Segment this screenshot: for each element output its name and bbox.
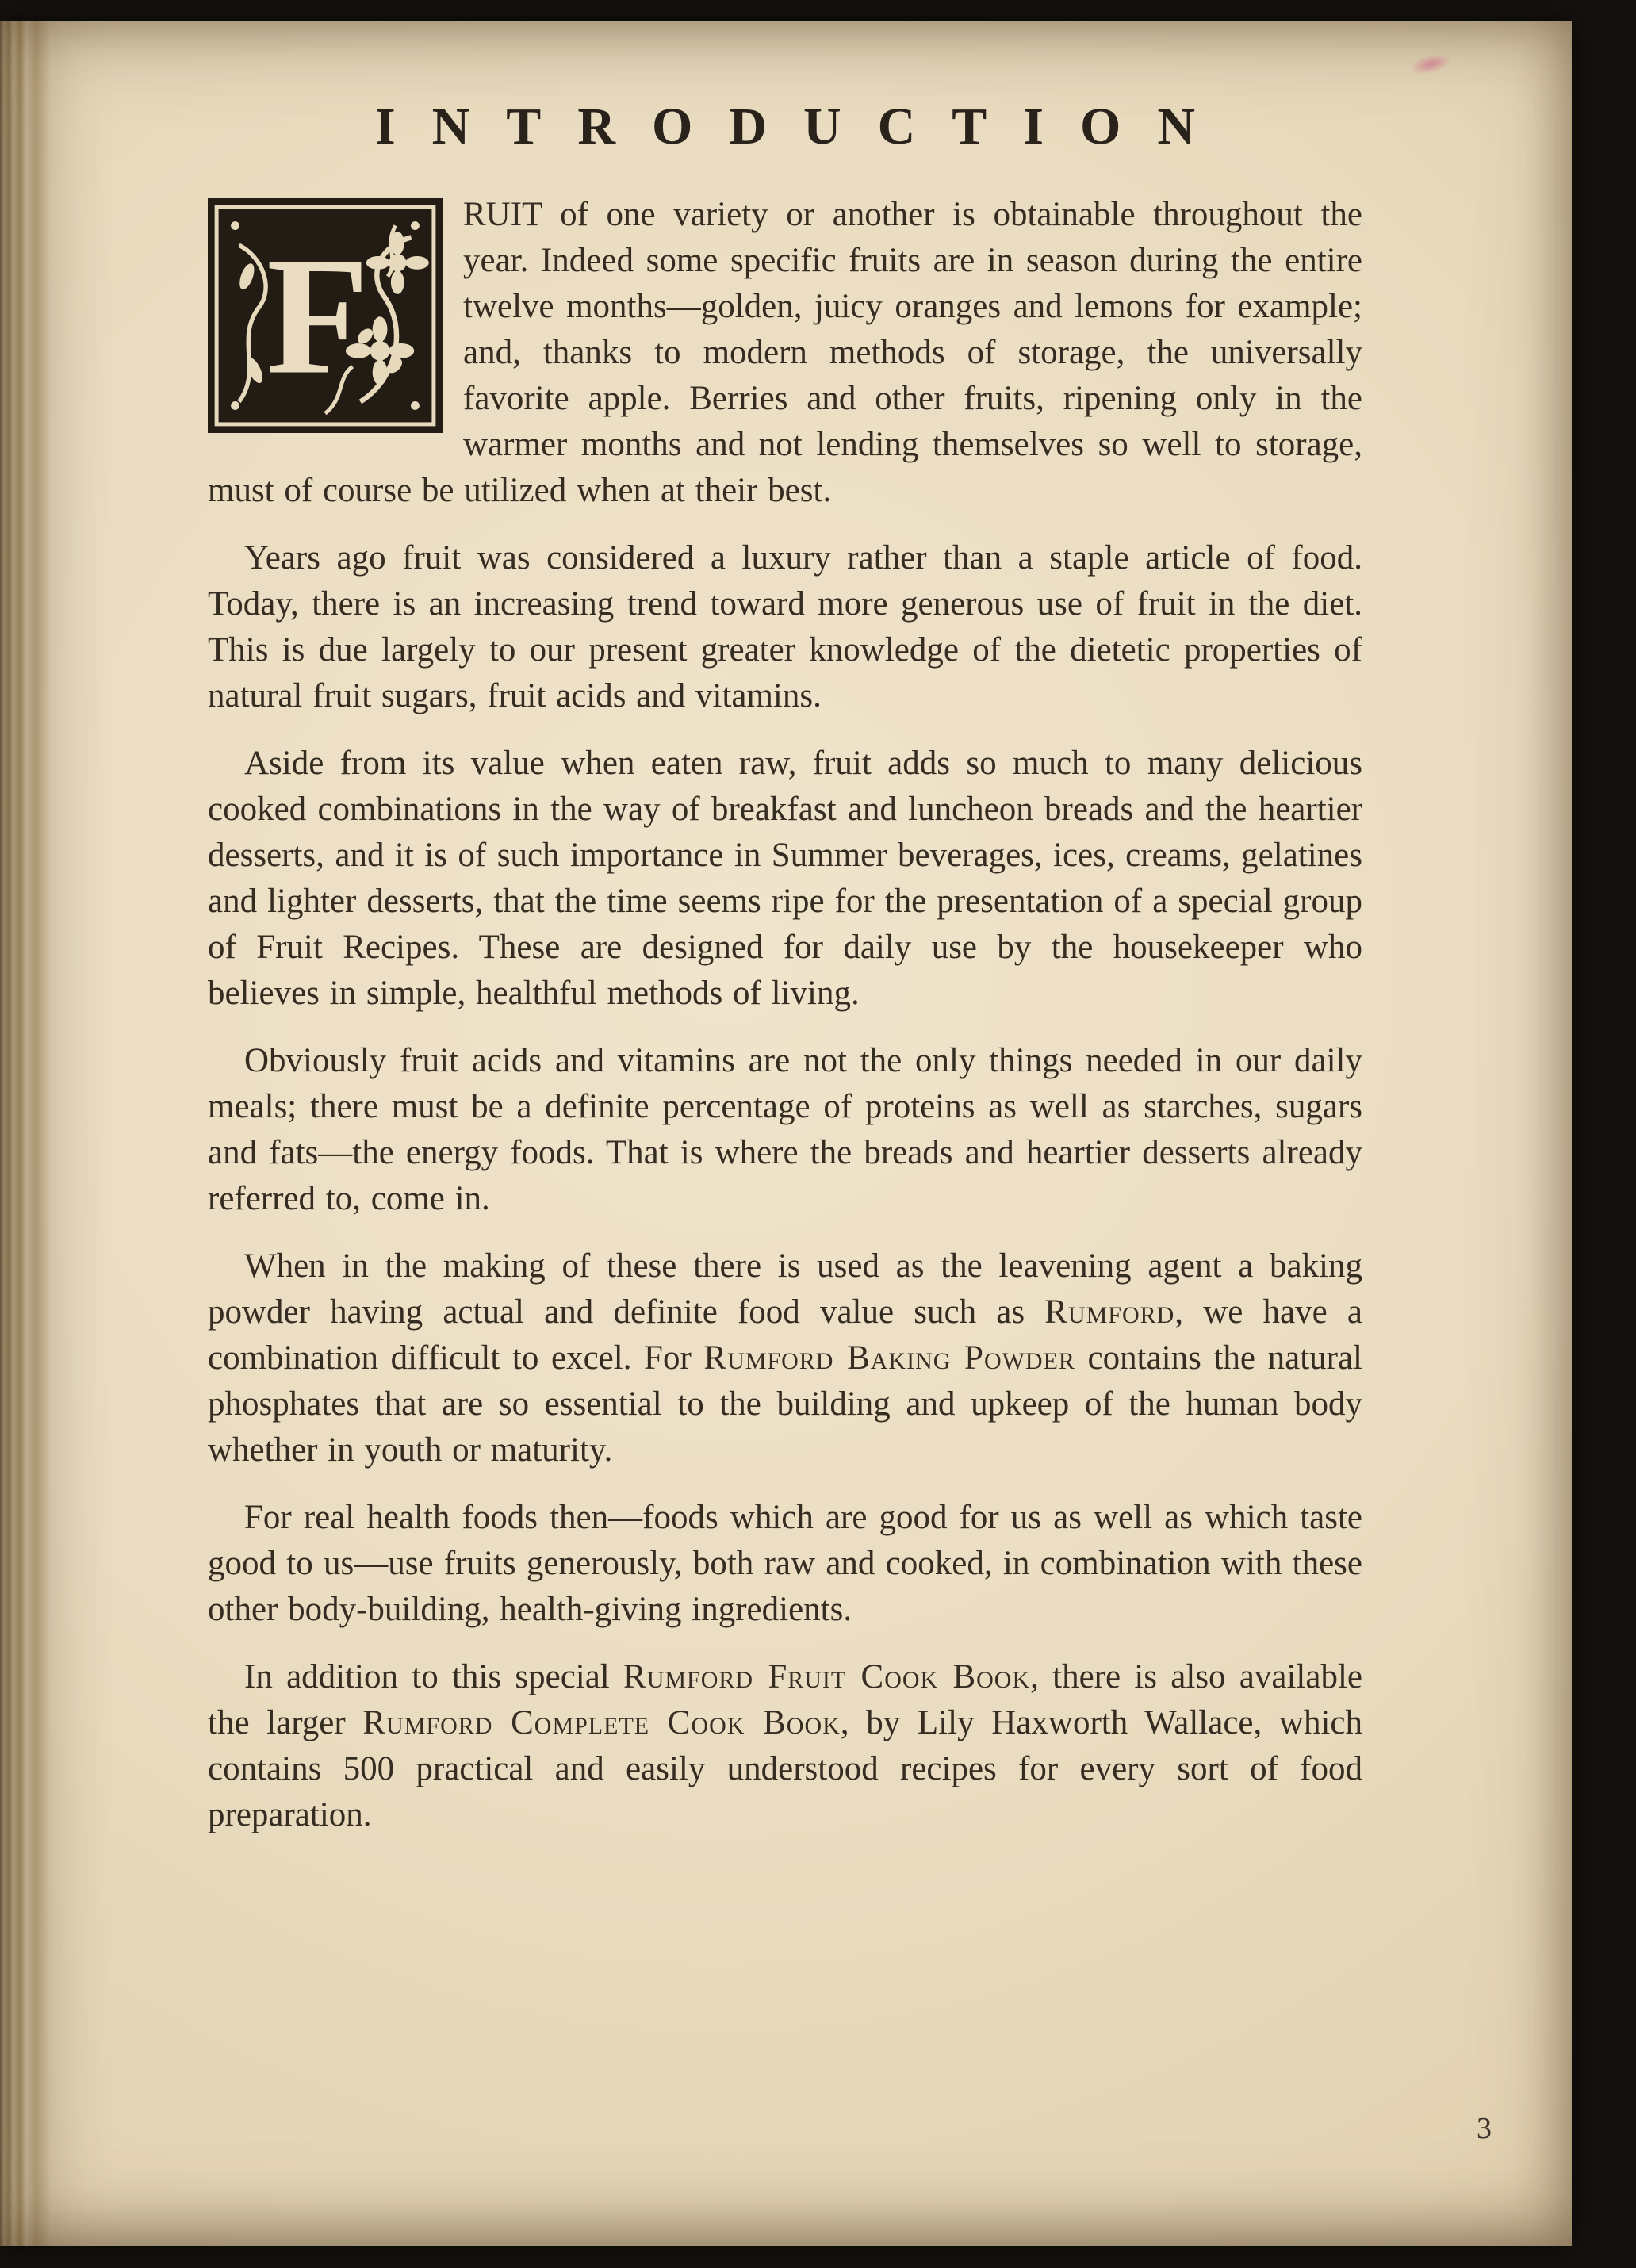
paragraph <box>208 1038 1362 1222</box>
book-page <box>0 21 1572 2246</box>
text-run: RUIT of one variety or another is obtainable throughout the year. Indeed some specific fruits are in season during the entire twelve months—golden, juicy oranges and lemons for example; and, thanks to modern methods of storage, the universally favorite apple. Berries and other fruits, ripening only in the warmer months and not lending themselves so well to storage, must of course be utilized when at their best. <box>208 196 1362 509</box>
paragraph <box>208 192 1362 514</box>
text-run: For real health foods then—foods which are good for us as well as which taste good to us—use fruits generously, both raw and cooked, in combination with these other body-building, health-giving ingredients. <box>208 1499 1362 1628</box>
text-run: When in the making of these there is used as the leavening agent a baking powder having actual and definite food value such as <box>208 1247 1362 1331</box>
smallcaps-run: Rumford Complete Cook Book <box>362 1704 841 1741</box>
body-text <box>208 192 1362 1838</box>
drop-cap-letter: F <box>266 222 370 409</box>
text-run: Obviously fruit acids and vitamins are not the only things needed in our daily meals; there must be a definite percentage of proteins as well as starches, sugars and fats—the energy foods. That is where the breads and heartier desserts already referred to, come in. <box>208 1042 1362 1217</box>
drop-cap <box>208 198 443 433</box>
paragraph <box>208 741 1362 1017</box>
pink-smudge <box>1408 51 1453 78</box>
smallcaps-run: Rumford <box>1044 1293 1175 1331</box>
paragraph <box>208 1495 1362 1633</box>
page-number: 3 <box>1477 2112 1492 2145</box>
binding-edge <box>0 21 51 2246</box>
text-run: Aside from its value when eaten raw, fruit adds so much to many delicious cooked combinations in the way of breakfast and luncheon breads and the heartier desserts, and it is of such importance in Summer beverages, ices, creams, gelatines and lighter desserts, that the time seems ripe for the presentation of a special group of Fruit Recipes. These are designed for daily use by the housekeeper who believes in simple, healthful methods of living. <box>208 745 1362 1012</box>
paragraph <box>208 1243 1362 1473</box>
text-run: Years ago fruit was considered a luxury rather than a staple article of food. Today, there is an increasing trend toward more generous use of fruit in the diet. This is due largely to our present greater knowledge of the dietetic properties of natural fruit sugars, fruit acids and vitamins. <box>208 539 1362 714</box>
paragraph <box>208 1654 1362 1838</box>
text-run: , by Lily Haxworth Wallace, which contains 500 practical and easily understood recipes for every sort of food preparation. <box>208 1704 1362 1833</box>
page-content <box>208 97 1362 1860</box>
text-run: contains the natural phosphates that are so essential to the building and upkeep of the human body whether in youth or maturity. <box>208 1339 1363 1469</box>
text-run: , we have a combination difficult to excel. For <box>208 1293 1362 1377</box>
page-title: INTRODUCTION <box>374 98 1232 155</box>
paragraph <box>208 535 1362 719</box>
text-run: In addition to this special <box>244 1658 624 1695</box>
text-run: , there is also available the larger <box>208 1658 1362 1741</box>
smallcaps-run: Rumford Fruit Cook Book <box>623 1658 1031 1695</box>
smallcaps-run: Rumford Baking Powder <box>703 1339 1075 1377</box>
